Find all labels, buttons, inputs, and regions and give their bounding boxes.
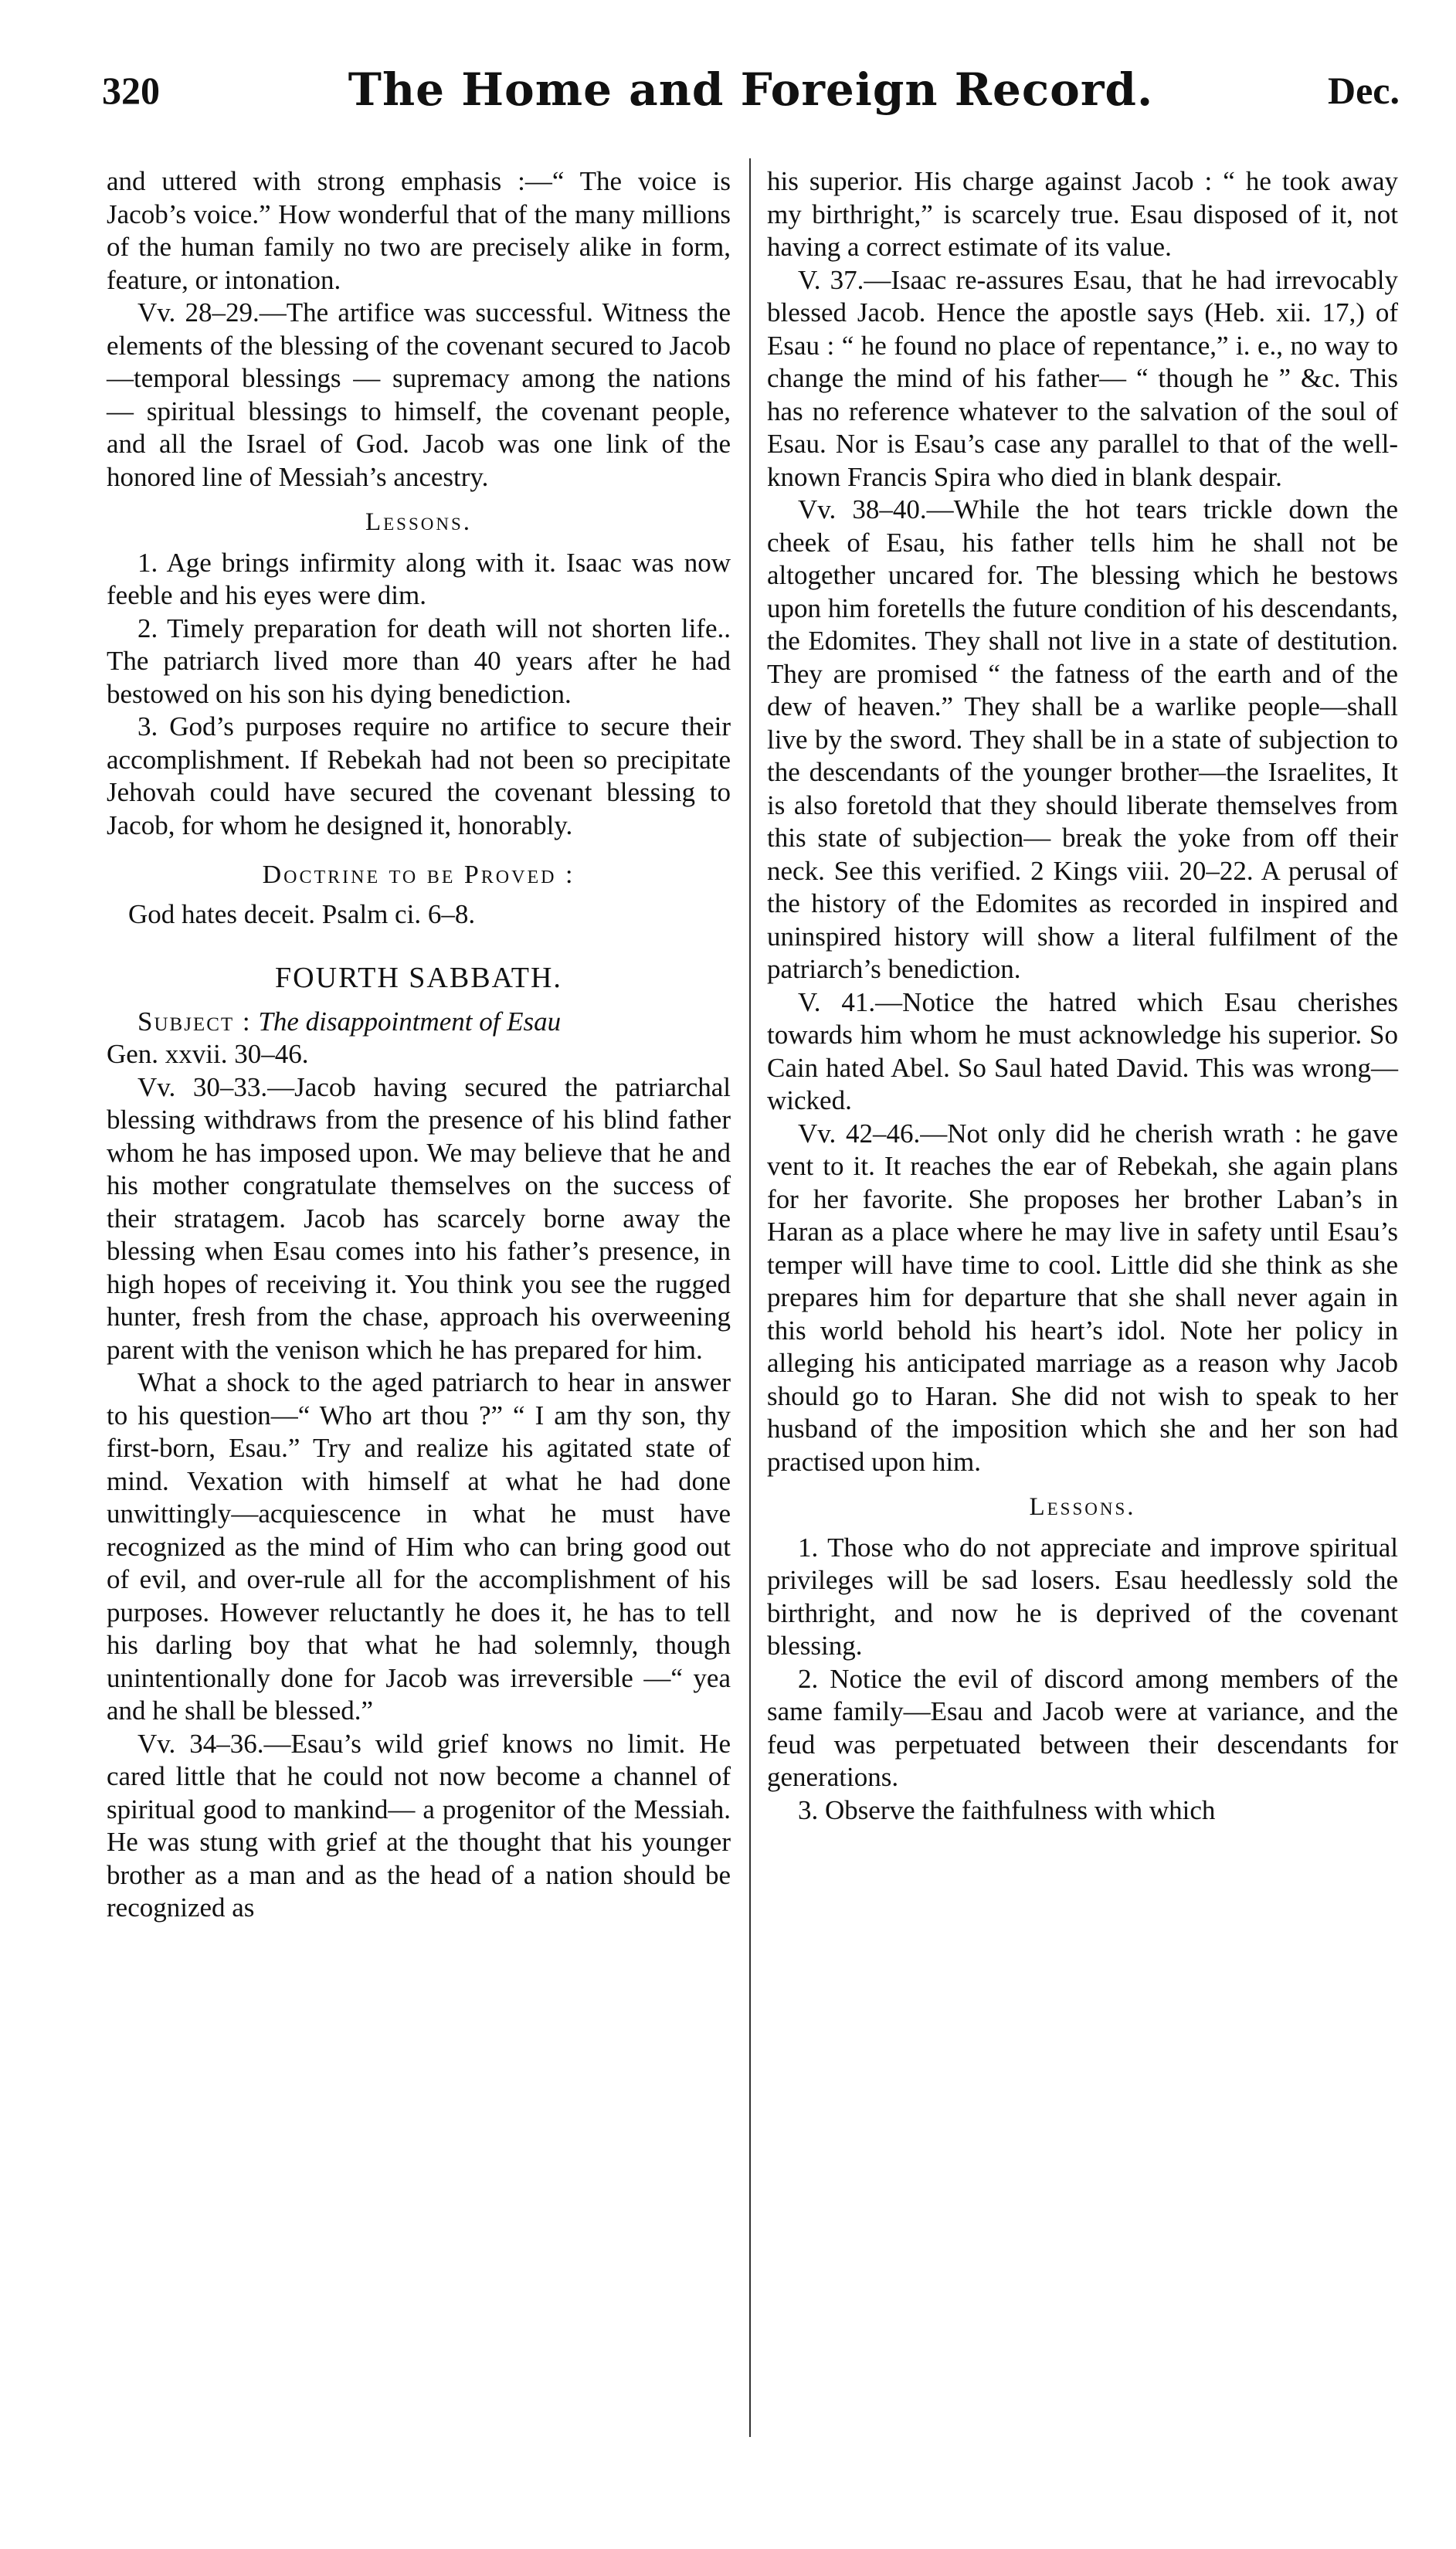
paragraph: Vv. 28–29.—The artifice was successful. Witness the elements of the blessing of the covenant secured to Jacob—temporal blessings — supremacy among the nations — spiritual blessings to himself, the covenant people, and all the Israel of God. Jacob was one link of the honored line of Messiah’s ancestry. xyxy=(107,297,731,492)
section-title: FOURTH SABBATH. xyxy=(275,962,562,994)
paragraph: Vv. 30–33.—Jacob having secured the patriarchal blessing withdraws from the presence of his blind father whom he has imposed upon. We may believe that he and his mother congratulate themselves on the success of their stratagem. Jacob has scarcely borne away the blessing when Esau comes into his father’s presence, in high hopes of receiving it. You think you see the rugged hunter, fresh from the chase, approach his overweening parent with the venison which he has prepared for him. xyxy=(107,1071,731,1365)
paragraph: and uttered with strong emphasis :—“ The voice is Jacob’s voice.” How wonderful that of the many millions of the human family no two are precisely alike in form, feature, or intonation. xyxy=(107,166,731,295)
page-number: 320 xyxy=(102,69,160,112)
left-column xyxy=(107,165,731,1925)
subject-reference: Gen. xxvii. 30–46. xyxy=(107,1039,309,1069)
paragraph: Vv. 42–46.—Not only did he cherish wrath : he gave vent to it. It reaches the ear of Rebekah, she again plans for her favorite. She proposes her brother Laban’s in Haran as a place where he may live in safety until Esau’s temper will have time to cool. Little did she think as she prepares him for departure that she shall never again in this world behold his heart’s idol. Note her policy in alleging his anticipated marriage as a reason why Jacob should go to Haran. She did not wish to speak to her husband of the imposition which she and her son had practised upon him. xyxy=(767,1118,1398,1477)
subject-label: Subject : xyxy=(137,1006,252,1037)
journal-title: The Home and Foreign Record. xyxy=(348,63,1154,116)
paragraph: Vv. 34–36.—Esau’s wild grief knows no limit. He cared little that he could not now become a channel of spiritual good to mankind— a progenitor of the Messiah. He was stung with grief at the thought that his younger brother as a man and as the head of a nation should be recognized as xyxy=(107,1728,731,1923)
right-column xyxy=(767,165,1398,1827)
subject-line xyxy=(107,1006,731,1039)
doctrine-heading: Doctrine to be Proved : xyxy=(262,860,575,889)
paragraph: V. 37.—Isaac re-assures Esau, that he had irrevocably blessed Jacob. Hence the apostle says (Heb. xii. 17,) of Esau : “ he found no place of repentance,” i. e., no way to change the mind of his father— “ though he ” &c. This has no reference whatever to the salvation of the soul of Esau. Nor is Esau’s case any parallel to that of the well-known Francis Spira who died in blank despair. xyxy=(767,264,1398,492)
lesson-item: 1. Those who do not appreciate and improve spiritual privileges will be sad losers. Esau heedlessly sold the birthright, and now he is deprived of the covenant blessing. xyxy=(767,1532,1398,1661)
paragraph: What a shock to the aged patriarch to hear in answer to his question—“ Who art thou ?” “ I am thy son, thy first-born, Esau.” Try and realize his agitated state of mind. Vexation with himself at what he had done unwittingly—acquiescence in what he must have recognized as the mind of Him who can bring good out of evil, and over-rule all for the accomplishment of his purposes. However reluctantly he does it, he has to tell his darling boy that what he had solemnly, though unintentionally done for Jacob was irreversible —“ yea and he shall be blessed.” xyxy=(107,1367,731,1726)
lesson-item: 3. Observe the faithfulness with which xyxy=(798,1794,1216,1825)
lessons-heading: Lessons. xyxy=(1029,1493,1136,1521)
lesson-item: 1. Age brings infirmity along with it. Isaac was now feeble and his eyes were dim. xyxy=(107,547,731,610)
column-divider xyxy=(749,158,751,2437)
paragraph: his superior. His charge against Jacob : “ he took away my birthright,” is scarcely true. Esau disposed of it, not having a correct estimate of its value. xyxy=(767,166,1398,262)
lesson-item: 2. Timely preparation for death will not shorten life.. The patriarch lived more than 40 years after he had bestowed on his son his dying benediction. xyxy=(107,613,731,709)
lesson-item: 2. Notice the evil of discord among members of the same family—Esau and Jacob were at variance, and the feud was perpetuated between their descendants for generations. xyxy=(767,1663,1398,1792)
paragraph: Vv. 38–40.—While the hot tears trickle down the cheek of Esau, his father tells him he shall not be altogether uncared for. The blessing which he bestows upon him foretells the future condition of his descendants, the Edomites. They shall not live in a state of destitution. They are promised “ the fatness of the earth and of the dew of heaven.” They shall be a warlike people—shall live by the sword. They shall be in a state of subjection to the descendants of the younger brother—the Israelites, It is also foretold that they should liberate themselves from this state of subjection— break the yoke from off their neck. See this verified. 2 Kings viii. 20–22. A perusal of the history of the Edomites as recorded in inspired and uninspired history will show a literal fulfilment of the patriarch’s benediction. xyxy=(767,494,1398,984)
paragraph: V. 41.—Notice the hatred which Esau cherishes towards him whom he must acknowledge his superior. So Cain hated Abel. So Saul hated David. This was wrong—wicked. xyxy=(767,986,1398,1115)
doctrine-text: God hates deceit. Psalm ci. 6–8. xyxy=(128,898,476,929)
lesson-item: 3. God’s purposes require no artifice to secure their accomplishment. If Rebekah had not been so precipitate Jehovah could have secured the covenant blessing to Jacob, for whom he designed it, honorably. xyxy=(107,711,731,840)
issue-month: Dec. xyxy=(1328,69,1400,112)
subject-text: The disappointment of Esau xyxy=(258,1006,562,1037)
running-head xyxy=(102,63,1400,125)
lessons-heading: Lessons. xyxy=(365,508,473,536)
